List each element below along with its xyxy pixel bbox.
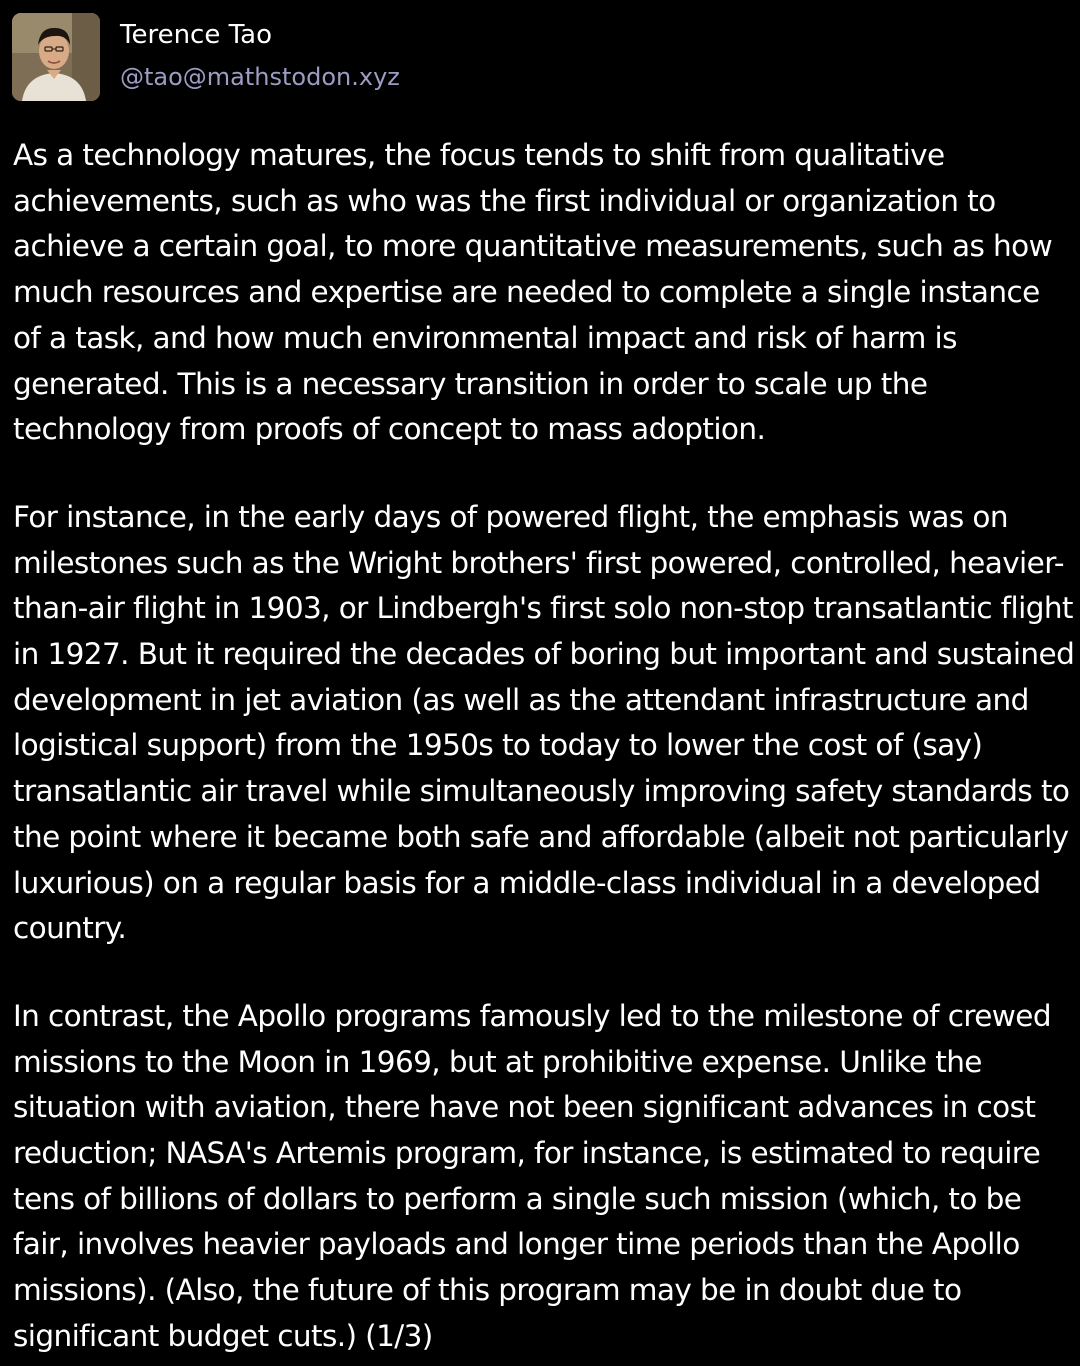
display-name[interactable]: Terence Tao	[120, 20, 273, 50]
post-paragraph: As a technology matures, the focus tends to shift from qualitative achievements, such as who was the first individual or organization to achieve a certain goal, to more quantitative measurements, such as how much resources and expertise are needed to complete a single instance of a task, and how much environmental impact and risk of harm is generated. This is a necessary transition in order to scale up the technology from proofs of concept to mass adoption.	[13, 138, 1053, 447]
post-body	[13, 133, 1075, 1360]
account-handle[interactable]: @tao@mathstodon.xyz	[120, 63, 400, 91]
post-header	[12, 13, 400, 101]
post-paragraph: For instance, in the early days of powered flight, the emphasis was on milestones such as the Wright brothers' first powered, controlled, heavier-than-air flight in 1903, or Lindbergh's first solo non-stop transatlantic flight in 1927. But it required the decades of boring but important and sustained development in jet aviation (as well as the attendant infrastructure and logistical support) from the 1950s to today to lower the cost of (say) transatlantic air travel while simultaneously improving safety standards to the point where it became both safe and affordable (albeit not particularly luxurious) on a regular basis for a middle-class individual in a developed country.	[13, 499, 1075, 946]
post-paragraph: In contrast, the Apollo programs famously led to the milestone of crewed missions to the Moon in 1969, but at prohibitive expense. Unlike the situation with aviation, there have not been significant advances in cost reduction; NASA's Artemis program, for instance, is estimated to require tens of billions of dollars to perform a single such mission (which, to be fair, involves heavier payloads and longer time periods than the Apollo missions). (Also, the future of this program may be in doubt due to significant budget cuts.) (1/3)	[13, 998, 1051, 1353]
author-info	[120, 13, 400, 93]
profile-photo-icon	[12, 13, 100, 101]
avatar[interactable]	[12, 13, 100, 101]
